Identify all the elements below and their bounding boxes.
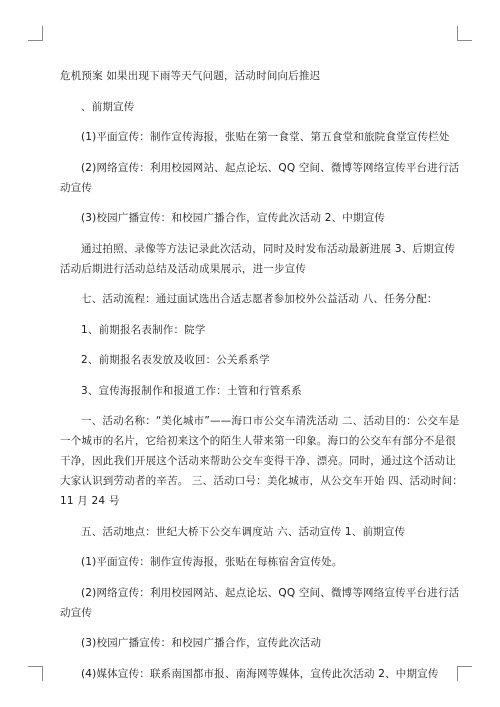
paragraph bbox=[60, 664, 442, 684]
text-line: 一个城市的名片，它给初来这个的陌生人带来第一印象。海口的公交车有部分不是很 bbox=[60, 435, 456, 447]
text-line: (2)网络宣传：利用校园网站、起点论坛、QQ 空间、微博等网络宣传平台进行活 bbox=[81, 161, 460, 174]
text-line: 1、前期报名表制作：院学 bbox=[81, 323, 206, 336]
crop-mark-top-left bbox=[28, 26, 43, 41]
text-line: 动宣传 bbox=[60, 606, 93, 619]
text-line: (2)网络宣传：利用校园网站、起点论坛、QQ 空间、微博等网络宣传平台进行活 bbox=[81, 586, 460, 599]
text-line: (4)媒体宣传：联系南国都市报、南海网等媒体，宣传此次活动 2、中期宣传 bbox=[81, 667, 439, 680]
paragraph bbox=[60, 239, 456, 279]
paragraph bbox=[60, 381, 442, 401]
paragraph bbox=[60, 522, 442, 542]
paragraph bbox=[60, 289, 442, 309]
paragraph bbox=[60, 350, 442, 370]
text-line: 3、宣传海报制作和报道工作：土管和行管系系 bbox=[81, 384, 302, 397]
crop-mark-top-right bbox=[457, 26, 472, 41]
text-line: (3)校园广播宣传：和校园广播合作，宣传此次活动 bbox=[81, 637, 322, 649]
text-line: 动宣传 bbox=[60, 181, 93, 194]
text-line: 大家认识到劳动者的辛苦。 三、活动口号：美化城市，从公交车开始 四、活动时间： bbox=[60, 475, 463, 487]
text-line: 活动后期进行活动总结及活动成果展示，进一步宣传 bbox=[60, 262, 307, 275]
text-line: (1)平面宣传：制作宣传海报，张贴在第一食堂、第五食堂和旅院食堂宣传栏处 bbox=[81, 131, 450, 143]
paragraph bbox=[60, 127, 450, 147]
text-line: 干净，因此我们开展这个活动来帮助公交车变得干净、漂亮。同时，通过这个活动让 bbox=[60, 455, 456, 467]
paragraph bbox=[60, 320, 442, 340]
paragraph bbox=[60, 97, 442, 117]
text-line: 通过拍照、录像等方法记录此次活动，同时及时发布活动最新进展 3、后期宣传 bbox=[81, 242, 456, 255]
text-line: 一、活动名称：“美化城市”——海口市公交车清洗活动 二、活动目的：公交车是 bbox=[81, 415, 460, 427]
paragraph bbox=[60, 552, 442, 572]
text-line: 、前期宣传 bbox=[81, 100, 135, 113]
paragraph bbox=[60, 208, 442, 228]
text-line: 2、前期报名表发放及收回：公关系系学 bbox=[81, 354, 270, 366]
text-line: 五、活动地点：世纪大桥下公交车调度站 六、活动宣传 1、前期宣传 bbox=[81, 525, 406, 538]
paragraph bbox=[60, 633, 442, 653]
text-line: 11 月 24 号 bbox=[60, 495, 120, 507]
text-line: (1)平面宣传：制作宣传海报，张贴在每栋宿舍宣传处。 bbox=[81, 556, 343, 568]
paragraph bbox=[60, 158, 460, 198]
text-line: 七、活动流程：通过面试选出合适志愿者参加校外公益活动 八、任务分配： bbox=[81, 293, 438, 305]
paragraph bbox=[60, 66, 442, 86]
crop-mark-bottom-left bbox=[28, 666, 43, 681]
document-body bbox=[60, 66, 463, 684]
paragraph bbox=[60, 411, 463, 511]
paragraph bbox=[60, 583, 460, 623]
text-line: (3)校园广播宣传：和校园广播合作，宣传此次活动 2、中期宣传 bbox=[81, 212, 386, 224]
text-line: 危机预案 如果出现下雨等天气问题，活动时间向后推迟 bbox=[60, 70, 321, 82]
crop-mark-bottom-right bbox=[457, 666, 472, 681]
